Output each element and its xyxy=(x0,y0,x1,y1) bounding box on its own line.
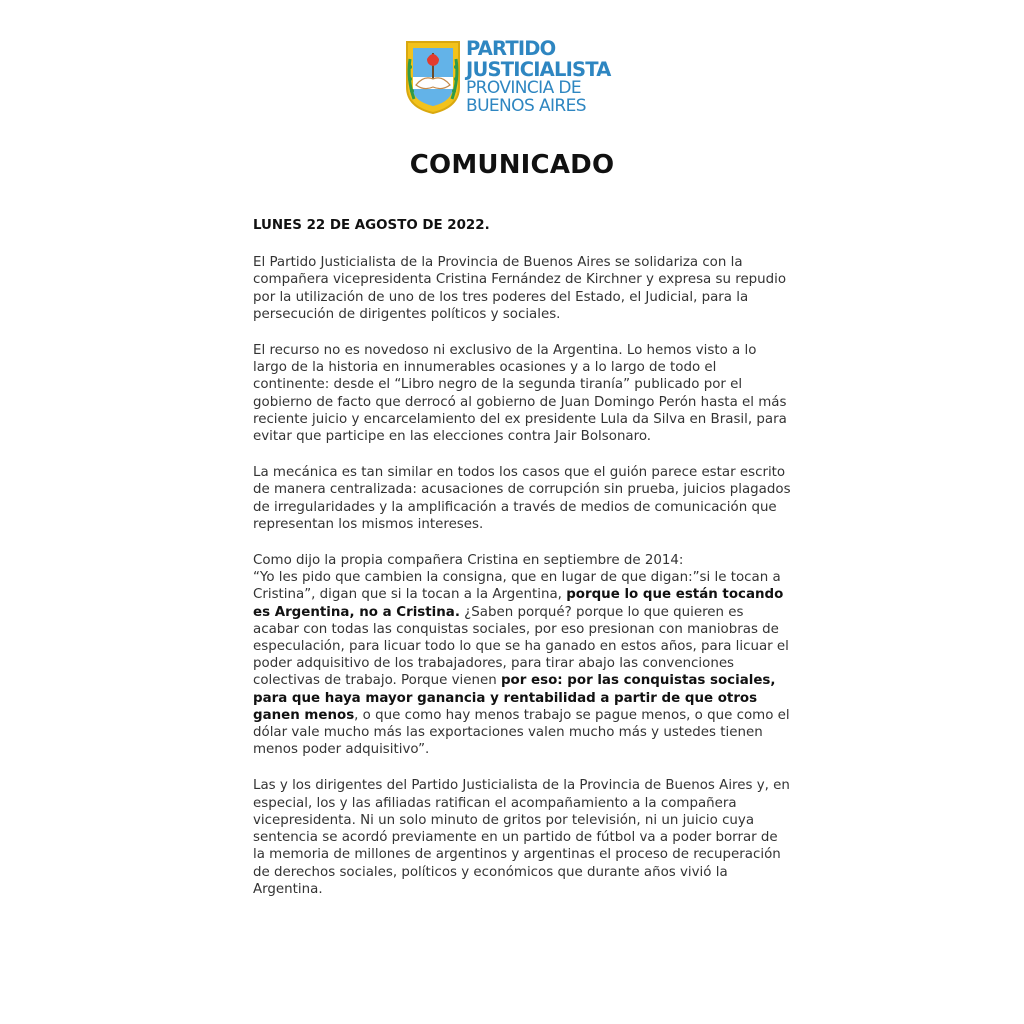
party-logo xyxy=(404,37,624,117)
logo-line-partido: PARTIDO xyxy=(466,37,556,60)
paragraph-4-quote xyxy=(253,552,793,758)
quote-part-3: , o que como hay menos trabajo se pague menos, o que como el dólar vale mucho más las exportaciones valen mucho más y ustedes tienen menos poder adquisitivo”. xyxy=(253,707,790,758)
page-title: COMUNICADO xyxy=(409,150,615,180)
logo-line-justicialista: JUSTICIALISTA xyxy=(466,57,611,81)
paragraph-2: El recurso no es novedoso ni exclusivo de la Argentina. Lo hemos visto a lo largo de la historia en innumerables ocasiones y a lo largo de todo el continente: desde el “Libro negro de la segunda tiranía” publicado por el gobierno de facto que derrocó al gobierno de Juan Domingo Perón hasta el más reciente juicio y encarcelamiento del ex presidente Lula da Silva en Brasil, para evitar que participe en las elecciones contra Jair Bolsonaro. xyxy=(253,343,787,445)
quote-intro: Como dijo la propia compañera Cristina en septiembre de 2014: xyxy=(253,553,684,569)
quote-bold-1: porque lo que están tocando es Argentina, no a Cristina. xyxy=(253,587,784,620)
statement-date: LUNES 22 DE AGOSTO DE 2022. xyxy=(253,218,490,233)
party-shield-icon xyxy=(404,39,462,115)
party-name xyxy=(466,39,611,115)
logo-line-buenos-aires: BUENOS AIRES xyxy=(466,96,586,116)
paragraph-3: La mecánica es tan similar en todos los casos que el guión parece estar escrito de manera centralizada: acusaciones de corrupción sin prueba, juicios plagados de irregularidades y la amplificación a través de medios de comunicación que representan los mismos intereses. xyxy=(253,465,791,532)
paragraph-1: El Partido Justicialista de la Provincia de Buenos Aires se solidariza con la compañera vicepresidenta Cristina Fernández de Kirchner y expresa su repudio por la utilización de uno de los tres poderes del Estado, el Judicial, para la persecución de dirigentes políticos y sociales. xyxy=(253,255,787,322)
quote-part-2: ¿Saben porqué? porque lo que quieren es acabar con todas las conquistas sociales, por eso presionan con maniobras de especulación, para licuar todo lo que se ha ganado en estos años, para licuar el poder adquisitivo de los trabajadores, para tirar abajo las convenciones colectivas de trabajo. Porque vienen xyxy=(253,604,789,689)
quote-part-1: “Yo les pido que cambien la consigna, que en lugar de que digan:”si le tocan a Cristina”, digan que si la tocan a la Argentina, xyxy=(253,570,781,603)
quote-bold-2: por eso: por las conquistas sociales, para que haya mayor ganancia y rentabilidad a partir de que otros ganen menos xyxy=(253,673,776,723)
paragraph-5: Las y los dirigentes del Partido Justicialista de la Provincia de Buenos Aires y, en especial, los y las afiliadas ratifican el acompañamiento a la compañera vicepresidenta. Ni un solo minuto de gritos por televisión, ni un juicio cuya sentencia se acordó previamente en un partido de fútbol va a poder borrar de la memoria de millones de argentinos y argentinas el proceso de recuperación de derechos sociales, políticos y económicos que durante años vivió la Argentina. xyxy=(253,778,790,897)
logo-line-provincia: PROVINCIA DE xyxy=(466,78,582,98)
statement-body xyxy=(253,217,793,917)
